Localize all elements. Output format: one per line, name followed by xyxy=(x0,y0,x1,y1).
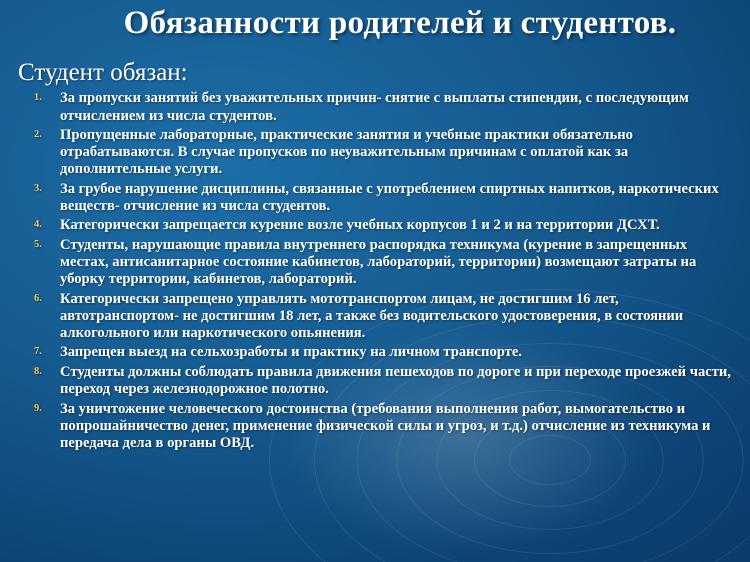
list-item: Пропущенные лабораторные, практические занятия и учебные практики обязательно отрабатываются. В случае пропусков по неуважительным причинам с оплатой как за дополнительные услуги. xyxy=(60,127,633,178)
duties-list xyxy=(34,90,732,454)
list-item: Запрещен выезд на сельхозработы и практику на личном транспорте. xyxy=(60,344,522,361)
slide-subtitle: Студент обязан: xyxy=(18,58,188,86)
list-item: Категорически запрещено управлять мототранспортом лицам, не достигшим 16 лет, автотранспортом- не достигшим 18 лет, а также без водительского удостоверения, в состоянии алкогольного или наркотического опьянения. xyxy=(60,290,684,341)
list-item: За уничтожение человеческого достоинства (требования выполнения работ, вымогательство и попрошайничество денег, применение физической силы и угроз, и т.д.) отчисление из техникума и передача дела в органы ОВД. xyxy=(60,400,711,451)
slide-title: Обязанности родителей и студентов. xyxy=(123,5,677,41)
list-item: За пропуски занятий без уважительных причин- снятие с выплаты стипендии, с последующим отчислением из числа студентов. xyxy=(60,90,689,124)
list-item: Категорически запрещается курение возле учебных корпусов 1 и 2 и на территории ДСХТ. xyxy=(60,217,660,234)
list-item: Студенты, нарушающие правила внутреннего распорядка техникума (курение в запрещенных местах, антисанитарное состояние кабинетов, лабораторий, территории) возмещают затраты на уборку территории, кабинетов, лабораторий. xyxy=(60,236,697,288)
list-item: Студенты должны соблюдать правила движения пешеходов по дороге и при переходе проезжей части, переход через железнодорожное полотно. xyxy=(60,363,731,397)
list-item: За грубое нарушение дисциплины, связанные с употреблением спиртных напитков, наркотических веществ- отчисление из числа студентов. xyxy=(60,180,719,214)
